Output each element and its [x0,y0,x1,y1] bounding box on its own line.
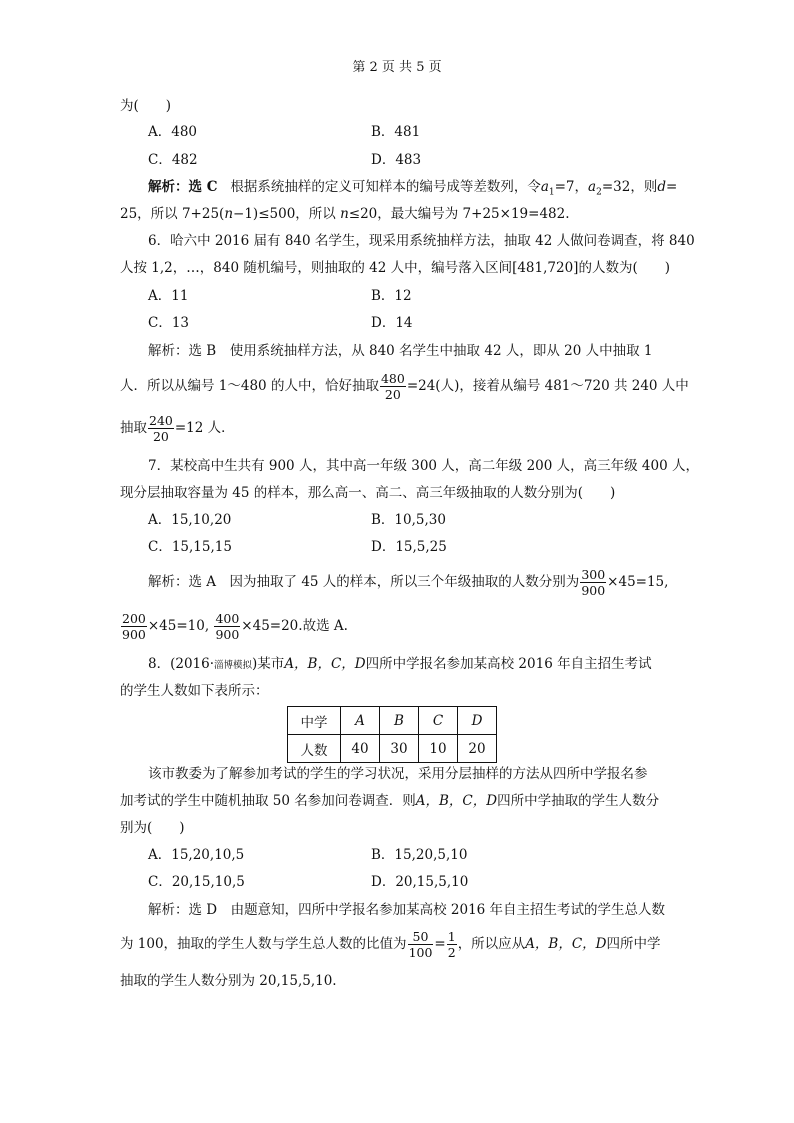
q6-option-b: B．12 [371,288,412,304]
q5-option-a: A．480 [148,124,198,140]
q8-option-a: A．15,20,10,5 [148,847,245,863]
table-cell: 人数 [288,735,341,763]
fraction [580,567,606,598]
solution-text: = [665,179,678,195]
solution-label: 解析： [148,179,189,195]
solution-text: ，所以应从 [457,936,526,952]
fraction-numerator: 300 [581,567,606,582]
math-var: A，B，C，D [284,656,366,672]
q7-solution-line2 [120,610,348,642]
q6-solution-line3 [120,412,235,444]
solution-text: =24(人)，接着从编号 481～720 共 240 人中 [406,378,689,394]
table-row [288,735,497,763]
fraction-denominator: 20 [384,387,401,402]
solution-text: 人．所以从编号 1～480 的人中，恰好抽取 [120,378,379,394]
q8-solution-line3: 抽取的学生人数分别为 20,15,5,10. [120,973,337,989]
fraction [447,929,457,960]
solution-text: =32，则 [601,179,658,195]
math-var: a [540,179,549,195]
q8-solution-line2: 为 100，抽取的学生人数与学生总人数的比值为 $\frac{50}{100}$ = $\frac{1}{2}$ ，所以应从A，B，C，D四所中学 [120,929,661,960]
math-var: n [340,206,349,222]
solution-text: ×45=10, [147,618,210,634]
q6-solution-line2 [120,370,689,402]
q6-option-c: C．13 [148,315,190,331]
q6-stem-line2: 人按 1,2，…，840 随机编号，则抽取的 42 人中，编号落入区间[481,720]的人数为( ) [120,260,670,276]
q6-option-d: D．14 [371,315,413,331]
q5-option-d: D．483 [371,152,422,168]
q8-solution-line1: 解析：选 D 由题意知，四所中学报名参加某高校 2016 年自主招生考试的学生总人数 [148,902,666,918]
q8-option-c: C．20,15,10,5 [148,874,245,890]
fraction-denominator: 900 [215,627,240,642]
q8-option-b: B．15,20,5,10 [371,847,468,863]
stem-text: )某市 [252,656,285,672]
q7-option-d: D．15,5,25 [371,539,447,555]
solution-text: 25，所以 7+25( [120,206,225,222]
math-var: A，B，C，D [525,936,607,952]
q5-solution-line1: 解析：选 C 根据系统抽样的定义可知样本的编号成等差数列，令$a_1=7$，$a_2=32$，则d= [148,179,678,198]
stem-text: 加考试的学生中随机抽取 50 名参加问卷调查．则 [120,793,416,809]
q7-solution-line1 [148,566,668,598]
table-header-cell: 中学 [288,707,341,735]
fraction [121,611,147,642]
solution-text: ≤20，最大编号为 7+25×19=482. [348,206,570,222]
q7-option-b: B．10,5,30 [371,512,446,528]
fraction-denominator: 100 [408,945,433,960]
q8-option-d: D．20,15,5,10 [371,874,469,890]
table-header-cell: A [341,707,380,735]
q5-option-c: C．482 [148,152,198,168]
solution-text: ×45=20.故选 A. [241,618,348,634]
fraction-numerator: 480 [380,371,405,386]
q8-stem-line5: 别为( ) [120,820,185,836]
table-cell: 40 [341,735,380,763]
q5-solution-line2 [120,204,570,224]
solution-text: ×45=15, [607,574,669,590]
solution-text: 解析：选 A 因为抽取了 45 人的样本，所以三个年级抽取的人数分别为 [148,574,580,590]
table-cell: 20 [458,735,497,763]
q7-stem-line2: 现分层抽取容量为 45 的样本，那么高一、高二、高三年级抽取的人数分别为( ) [120,485,616,501]
fraction-numerator: 240 [149,413,173,428]
table-header-cell: C [419,707,458,735]
page-header: 第 2 页 共 5 页 [352,60,442,75]
q8-stem-line2: 的学生人数如下表所示： [120,683,269,699]
fraction-numerator: 50 [408,929,434,945]
q6-option-a: A．11 [148,288,189,304]
math-var: A，B，C，D [415,793,498,809]
fraction-denominator: 900 [122,627,146,642]
source-tag: 淄博模拟 [214,660,253,671]
math-var: n [224,206,234,222]
math-var: d [657,179,666,195]
solution-text: 为 100，抽取的学生人数与学生总人数的比值为 [120,936,407,952]
math-var: a [588,179,597,195]
table-header-cell: B [380,707,419,735]
stem-text: 四所中学抽取的学生人数分 [497,793,660,809]
fraction-denominator: 900 [581,583,606,598]
fraction [148,413,174,444]
enrollment-table [287,706,497,763]
fraction-numerator: 400 [215,611,240,626]
q7-option-a: A．15,10,20 [148,512,232,528]
table-header-cell: D [458,707,497,735]
fraction-denominator: 2 [447,945,456,960]
table-cell: 10 [419,735,458,763]
q6-stem-line1: 6．哈六中 2016 届有 840 名学生，现采用系统抽样方法，抽取 42 人做问卷调查，将 840 [148,233,695,249]
fraction-numerator: 200 [122,611,146,626]
q5-option-b: B．481 [371,124,421,140]
solution-text: =7， [554,179,589,195]
table-row [288,707,497,735]
stem-text: 四所中学报名参加某高校 2016 年自主招生考试 [365,656,652,672]
q6-solution-line1: 解析：选 B 使用系统抽样方法，从 840 名学生中抽取 42 人，即从 20 人中抽取 1 [148,343,653,359]
fraction-numerator: 1 [447,929,456,944]
solution-choice: 选 C [188,179,218,195]
solution-text: 抽取 [120,420,147,436]
fraction-denominator: 20 [152,429,169,444]
q8-stem-line4 [120,791,659,811]
fraction [380,371,406,402]
solution-text: =12 人． [174,420,235,436]
q8-stem-line3: 该市教委为了解参加考试的学生的学习状况，采用分层抽样的方法从四所中学报名参 [148,766,648,782]
q7-stem-line1: 7．某校高中生共有 900 人，其中高一年级 300 人，高二年级 200 人，高三年级 400 人， [148,458,699,474]
table-cell: 30 [380,735,419,763]
stem-text: 8．(2016· [148,656,215,672]
solution-text: 四所中学 [606,936,661,952]
q8-stem-line1 [148,654,652,676]
fraction [408,929,434,960]
q5-stem-tail: 为( ) [120,98,172,114]
solution-text: −1)≤500，所以 [233,206,336,222]
q7-option-c: C．15,15,15 [148,539,232,555]
fraction [214,611,240,642]
solution-text: 根据系统抽样的定义可知样本的编号成等差数列，令 [230,179,541,195]
